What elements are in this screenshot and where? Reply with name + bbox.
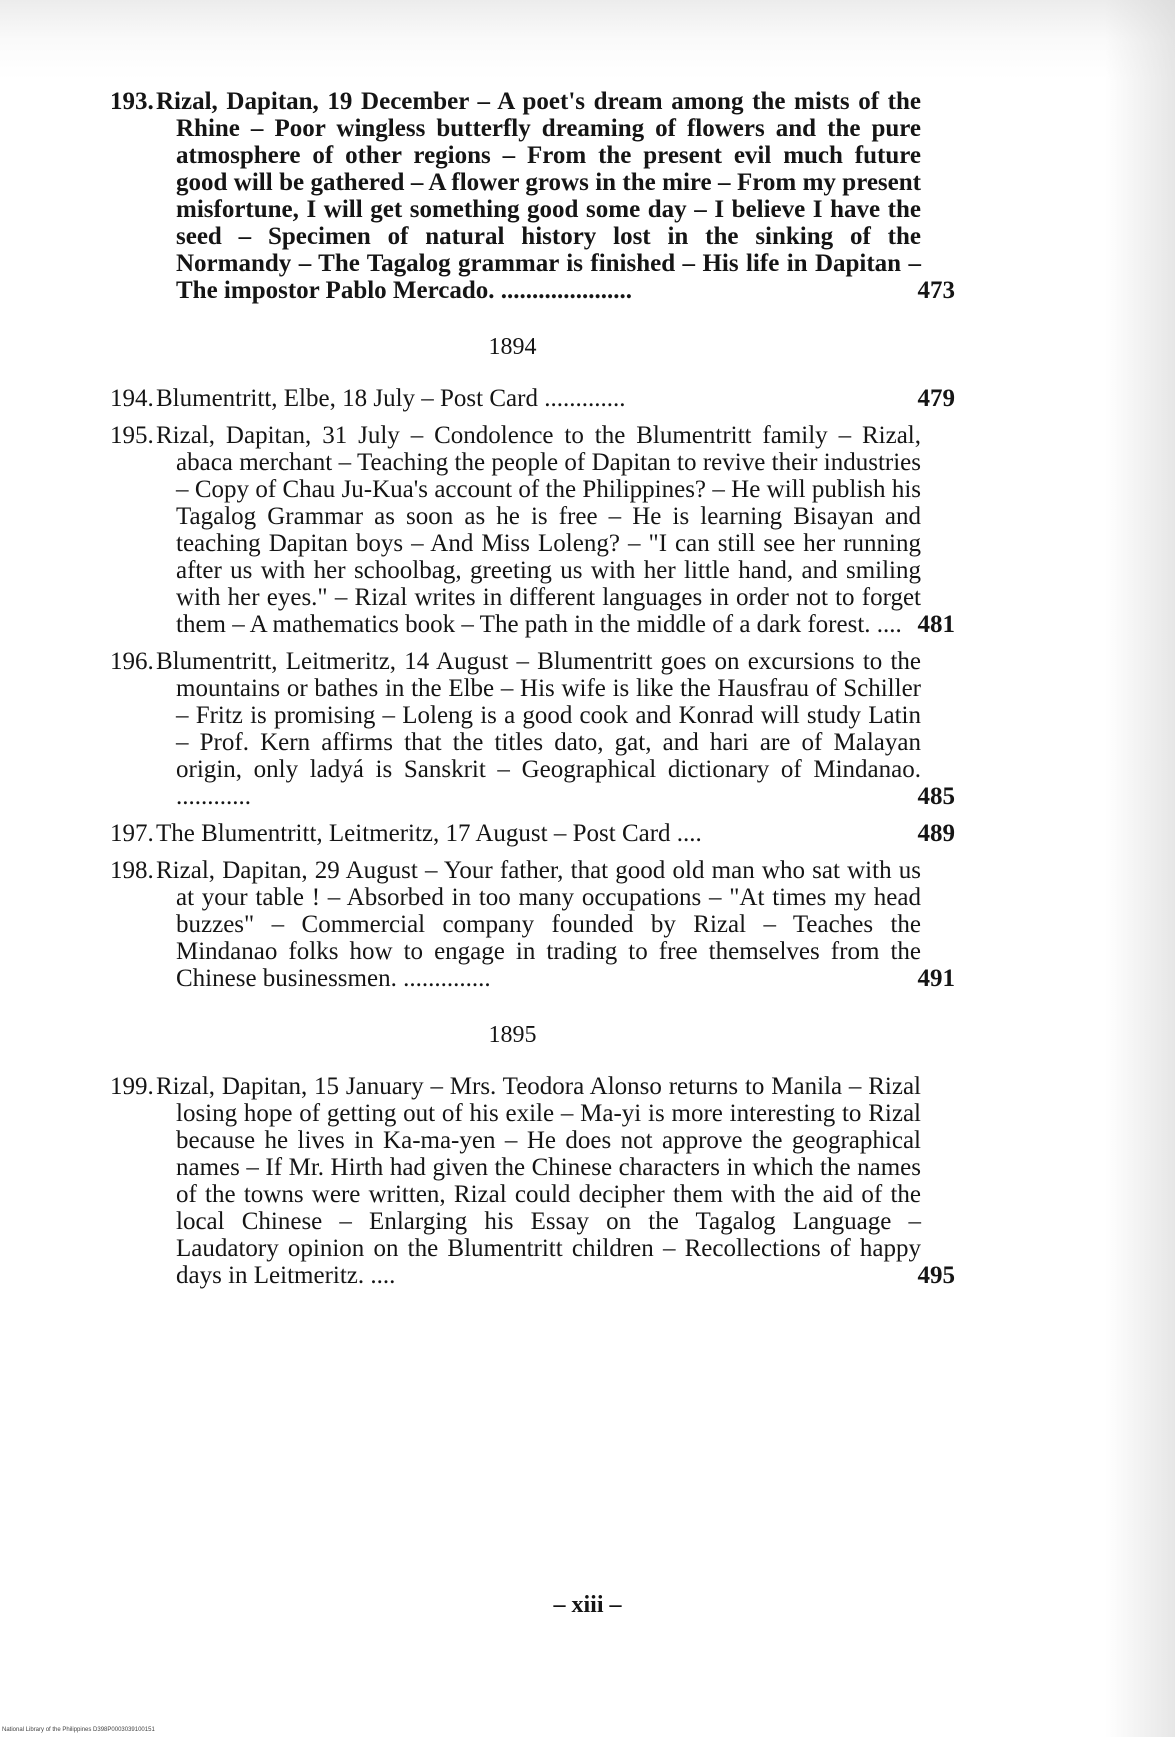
entry-number: 198. [110, 857, 154, 884]
entry-description: – Blumentritt goes on excursions to the mountains or bathes in the Elbe – His wife is like the Hausfrau of Schiller – Fritz is promising – Loleng is a good cook and Konrad will study Latin – Prof. Kern affirms that the titles dato, gat, and hari are of Malayan origin, only ladyá is Sanskrit – Geographical dictionary of Mindanao. ............ [176, 648, 921, 810]
entry-description: – Mrs. Teodora Alonso returns to Manila – Rizal losing hope of getting out of his exile – Ma-yi is more interesting to Rizal because he lives in Ka-ma-yen – He does not approve the geographical names – If Mr. Hirth had given the Chinese characters in which the names of the towns were written, Rizal could decipher them with the aid of the local Chinese – Enlarging his Essay on the Tagalog Language – Laudatory opinion on the Blumentritt children – Recollections of happy days in Leitmeritz. .... [176, 1073, 921, 1289]
year-heading-1894: 1894 [488, 334, 537, 360]
year-heading-1895: 1895 [488, 1022, 537, 1048]
entry-heading: Blumentritt, Elbe, 18 July [156, 385, 416, 412]
entry-heading: Rizal, Dapitan, 19 December [156, 88, 469, 115]
entry-number: 194. [110, 385, 154, 412]
page-edge-shadow [1105, 0, 1175, 1737]
toc-entry-193 [110, 88, 955, 304]
entry-description: – Your father, that good old man who sat with us at your table ! – Absorbed in too many occupations – "At times my head buzzes" – Commercial company founded by Rizal – Teaches the Mindanao folks how to engage in trading to free themselves from the Chinese businessmen. .............. [176, 857, 921, 992]
entry-heading: Rizal, Dapitan, 31 July [156, 422, 400, 449]
entry-page-number: 481 [917, 611, 955, 638]
entry-number: 193. [110, 88, 154, 115]
entry-description: – Condolence to the Blumentritt family – Rizal, abaca merchant – Teaching the people of Dapitan to revive their industries – Copy of Chau Ju-Kua's account of the Philippines? – He will publish his Tagalog Grammar as soon as he is free – He is learning Bisayan and teaching Dapitan boys – And Miss Loleng? – "I can still see her running after us with her schoolbag, greeting us with her little hand, and smiling with her eyes." – Rizal writes in different languages in order not to forget them – A mathematics book – The path in the middle of a dark forest. .... [176, 422, 921, 638]
library-stamp: National Library of the Philippines D398P0003039100151 [2, 1727, 155, 1733]
entry-page-number: 495 [917, 1262, 955, 1289]
toc-entry-199 [110, 1073, 955, 1289]
entry-number: 196. [110, 648, 154, 675]
entry-number: 197. [110, 820, 154, 847]
entry-heading: The Blumentritt, Leitmeritz, 17 August [156, 820, 548, 847]
entry-page-number: 491 [917, 965, 955, 992]
entry-description: – A poet's dream among the mists of the Rhine – Poor wingless butterfly dreaming of flowers and the pure atmosphere of other regions – From the present evil much future good will be gathered – A flower grows in the mire – From my present misfortune, I will get something good some day – I believe I have the seed – Specimen of natural history lost in the sinking of the Normandy – The Tagalog grammar is finished – His life in Dapitan – The impostor Pablo Mercado. ..................... [176, 88, 921, 304]
entry-description: – Post Card ............. [415, 385, 626, 412]
entry-page-number: 489 [917, 820, 955, 847]
toc-entry-196 [110, 648, 955, 810]
entry-heading: Blumentritt, Leitmeritz, 14 August [156, 648, 509, 675]
entry-heading: Rizal, Dapitan, 15 January [156, 1073, 424, 1100]
page-footer-number: – xiii – [553, 1592, 622, 1618]
entry-number: 195. [110, 422, 154, 449]
toc-entry-198 [110, 857, 955, 992]
entry-description: – Post Card .... [547, 820, 702, 847]
toc-entry-195 [110, 422, 955, 638]
entry-page-number: 485 [917, 783, 955, 810]
entry-page-number: 473 [917, 277, 955, 304]
toc-entry-194 [110, 385, 955, 412]
entry-heading: Rizal, Dapitan, 29 August [156, 857, 418, 884]
entry-page-number: 479 [917, 385, 955, 412]
table-of-contents [110, 88, 955, 1299]
entry-number: 199. [110, 1073, 154, 1100]
toc-entry-197 [110, 820, 955, 847]
